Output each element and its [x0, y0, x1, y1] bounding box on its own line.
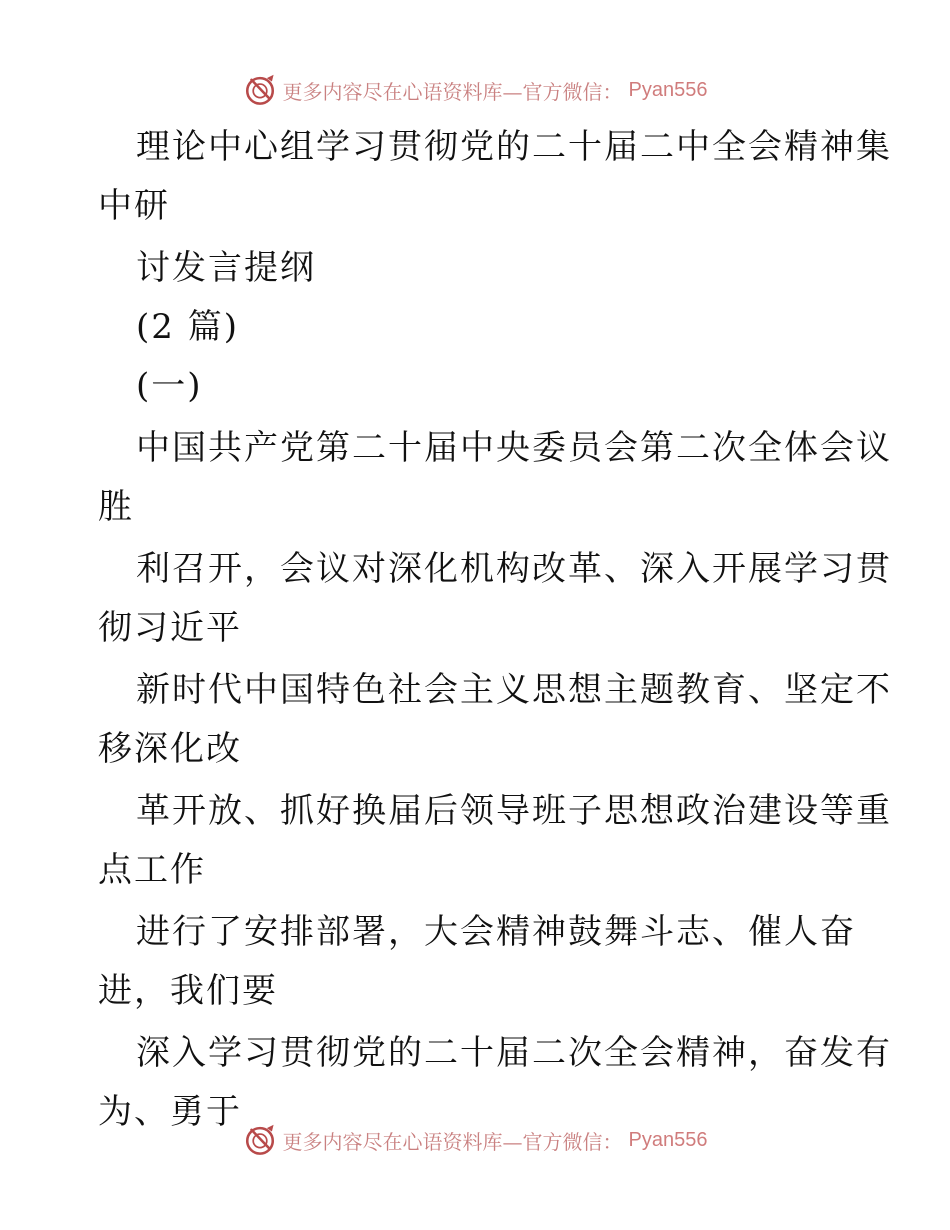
watermark-logo-icon: [243, 1123, 277, 1157]
watermark-text: 更多内容尽在心语资料库—官方微信：: [282, 79, 623, 104]
watermark-logo-icon: [243, 73, 277, 107]
paragraph-line: 新时代中国特色社会主义思想主题教育、坚定不: [136, 670, 892, 710]
title-line-1: 理论中心组学习贯彻党的二十届二中全会精神集: [136, 127, 892, 167]
document-body: [98, 122, 892, 1138]
paragraph-line: 进行了安排部署，大会精神鼓舞斗志、催人奋: [136, 912, 856, 952]
paragraph-line: 中国共产党第二十届中央委员会第二次全体会议: [136, 428, 892, 468]
watermark-footer: [0, 1120, 950, 1160]
paragraph-line: 深入学习贯彻党的二十届二次全会精神，奋发有: [136, 1033, 892, 1073]
paragraph-line: 胜: [98, 487, 134, 527]
paragraph-line: 彻习近平: [98, 608, 242, 648]
watermark-header: [0, 70, 950, 110]
subtitle-count: (2 篇): [136, 307, 239, 347]
watermark-handle: Pyan556: [628, 1128, 708, 1151]
title-line-3: 讨发言提纲: [136, 248, 316, 288]
paragraph-line: 革开放、抓好换届后领导班子思想政治建设等重: [136, 791, 892, 831]
paragraph-line: 进，我们要: [98, 971, 278, 1011]
watermark-handle: Pyan556: [628, 78, 708, 101]
paragraph-line: 为、勇于: [98, 1092, 242, 1132]
title-line-2: 中研: [98, 186, 170, 226]
paragraph-line: 移深化改: [98, 729, 242, 769]
paragraph-line: 利召开，会议对深化机构改革、深入开展学习贯: [136, 549, 892, 589]
watermark-text: 更多内容尽在心语资料库—官方微信：: [282, 1129, 623, 1154]
section-marker: (一): [136, 366, 203, 406]
paragraph-line: 点工作: [98, 850, 206, 890]
